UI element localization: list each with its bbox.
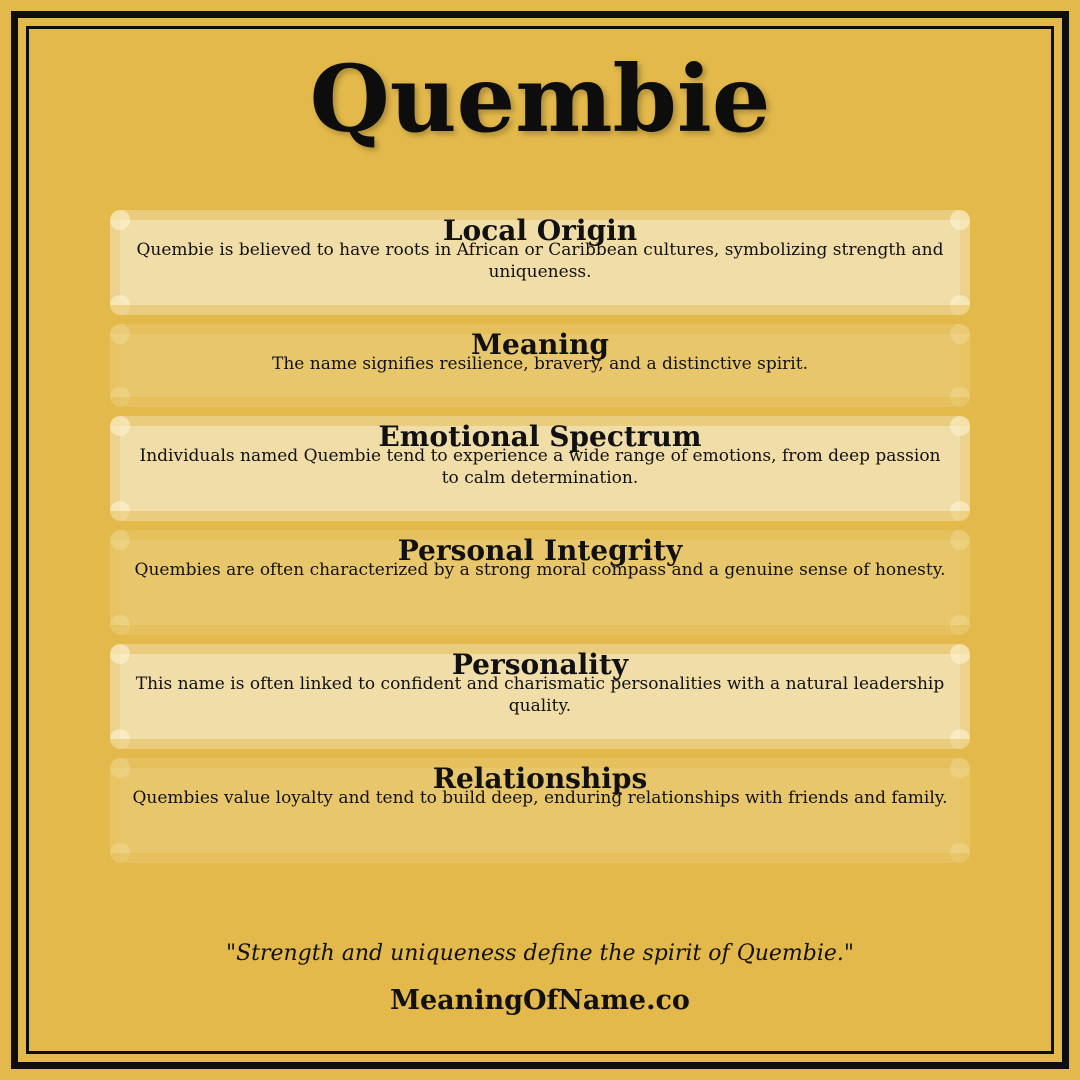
corner-dot (110, 729, 130, 749)
corner-dot (950, 843, 970, 863)
section-personality (110, 644, 970, 749)
corner-dot (110, 295, 130, 315)
corner-dot (110, 501, 130, 521)
section-emotional-spectrum (110, 416, 970, 521)
section-text: Individuals named Quembie tend to experience a wide range of emotions, from deep passion to calm determination. (139, 446, 941, 488)
corner-dot (950, 295, 970, 315)
corner-dot (950, 387, 970, 407)
section-meaning (110, 324, 970, 407)
quote-close-mark: " (843, 941, 855, 966)
quote (0, 938, 1080, 970)
section-heading: Meaning (471, 328, 609, 361)
corner-dot (950, 501, 970, 521)
section-heading: Emotional Spectrum (378, 420, 702, 453)
quote-text: Strength and uniqueness define the spirit of Quembie. (236, 941, 844, 966)
corner-dot (110, 843, 130, 863)
corner-dot (110, 615, 130, 635)
section-text: Quembies value loyalty and tend to build deep, enduring relationships with friends and family. (132, 788, 948, 808)
section-local-origin (110, 210, 970, 315)
section-personal-integrity (110, 530, 970, 635)
section-heading: Personality (451, 648, 629, 681)
section-text: Quembie is believed to have roots in African or Caribbean cultures, symbolizing strength and uniqueness. (136, 240, 944, 282)
corner-dot (950, 615, 970, 635)
corner-dot (110, 387, 130, 407)
section-text: Quembies are often characterized by a strong moral compass and a genuine sense of honesty. (134, 560, 946, 580)
page-title: Quembie (309, 45, 771, 153)
section-relationships (110, 758, 970, 863)
section-text: This name is often linked to confident and charismatic personalities with a natural leadership quality. (135, 674, 945, 716)
quote-open-mark: " (225, 941, 237, 966)
section-heading: Local Origin (442, 214, 638, 247)
site-brand: MeaningOfName.co (390, 985, 690, 1016)
corner-dot (950, 729, 970, 749)
section-heading: Personal Integrity (397, 534, 683, 567)
section-heading: Relationships (432, 762, 648, 795)
section-text: The name signifies resilience, bravery, and a distinctive spirit. (272, 354, 808, 374)
